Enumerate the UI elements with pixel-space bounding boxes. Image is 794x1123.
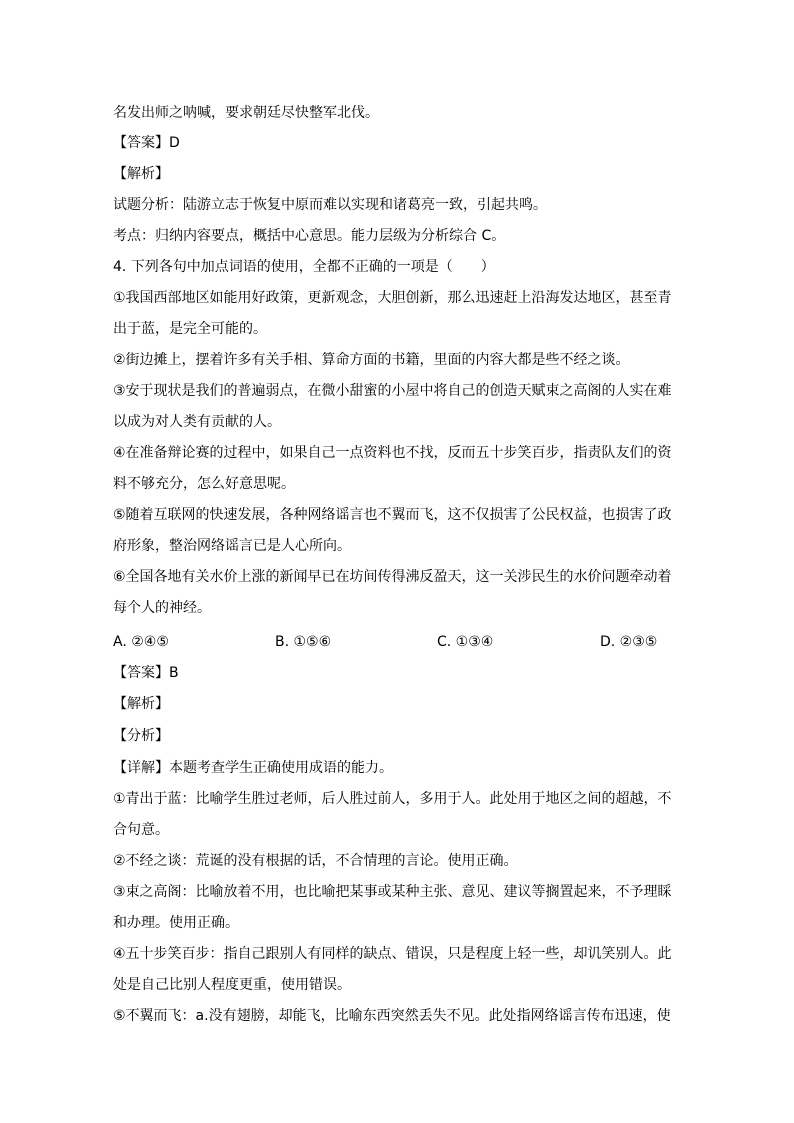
text-line: 试题分析：陆游立志于恢复中原而难以实现和诸葛亮一致，引起共鸣。 xyxy=(113,197,547,213)
question-title: 4. 下列各句中加点词语的使用，全都不正确的一项是（ ） xyxy=(113,259,495,275)
text-line: ⑥全国各地有关水价上涨的新闻早已在坊间传得沸反盈天，这一关涉民生的水价问题牵动着 xyxy=(113,569,672,585)
text-line: 合句意。 xyxy=(113,822,169,838)
text-line: 名发出师之呐喊，要求朝廷尽快整军北伐。 xyxy=(113,105,379,121)
text-line: 【详解】本题考查学生正确使用成语的能力。 xyxy=(113,760,393,776)
text-line: 出于蓝，是完全可能的。 xyxy=(113,321,267,337)
text-line: 考点：归纳内容要点，概括中心意思。能力层级为分析综合 C。 xyxy=(113,228,506,244)
text-line: ①我国西部地区如能用好政策，更新观念，大胆创新，那么迅速赶上沿海发达地区，甚至青 xyxy=(113,290,672,306)
text-line: ④在准备辩论赛的过程中，如果自己一点资料也不找，反而五十步笑百步，指责队友们的资 xyxy=(113,445,672,461)
text-line: ①青出于蓝：比喻学生胜过老师，后人胜过前人，多用于人。此处用于地区之间的超越，不 xyxy=(113,791,672,807)
text-line: 料不够充分，怎么好意思呢。 xyxy=(113,476,295,492)
options-row xyxy=(113,630,694,654)
text-line: ②街边摊上，摆着许多有关手相、算命方面的书籍，里面的内容大都是些不经之谈。 xyxy=(113,352,630,368)
option-c: C. ①③④ xyxy=(437,634,494,650)
answer-label: 【答案】B xyxy=(113,665,179,681)
text-line: 府形象，整治网络谣言已是人心所向。 xyxy=(113,538,351,554)
text-line: ②不经之谈：荒诞的没有根据的话，不合情理的言论。使用正确。 xyxy=(113,853,518,869)
text-line: ③安于现状是我们的普遍弱点，在微小甜蜜的小屋中将自己的创造天赋束之高阁的人实在难 xyxy=(113,383,672,399)
text-line: ⑤随着互联网的快速发展，各种网络谣言也不翼而飞，这不仅损害了公民权益，也损害了政 xyxy=(113,507,672,523)
option-b: B. ①⑤⑥ xyxy=(275,634,332,650)
text-line: 处是自己比别人程度更重，使用错误。 xyxy=(113,977,351,993)
text-line: 以成为对人类有贡献的人。 xyxy=(113,414,281,430)
text-line: ③束之高阁：比喻放着不用，也比喻把某事或某种主张、意见、建议等搁置起来，不予理睬 xyxy=(113,884,672,900)
text-line: ④五十步笑百步：指自己跟别人有同样的缺点、错误，只是程度上轻一些，却讥笑别人。此 xyxy=(113,946,672,962)
option-a: A. ②④⑤ xyxy=(113,634,169,650)
answer-label: 【答案】D xyxy=(113,135,180,151)
option-d: D. ②③⑤ xyxy=(600,634,658,650)
text-line: ⑤不翼而飞：a.没有翅膀，却能飞，比喻东西突然丢失不见。此处指网络谣言传布迅速，使 xyxy=(113,1008,671,1024)
analysis-label: 【解析】 xyxy=(113,696,169,712)
text-line: 和办理。使用正确。 xyxy=(113,915,239,931)
fenxi-label: 【分析】 xyxy=(113,728,169,744)
analysis-label: 【解析】 xyxy=(113,166,169,182)
text-line: 每个人的神经。 xyxy=(113,600,211,616)
